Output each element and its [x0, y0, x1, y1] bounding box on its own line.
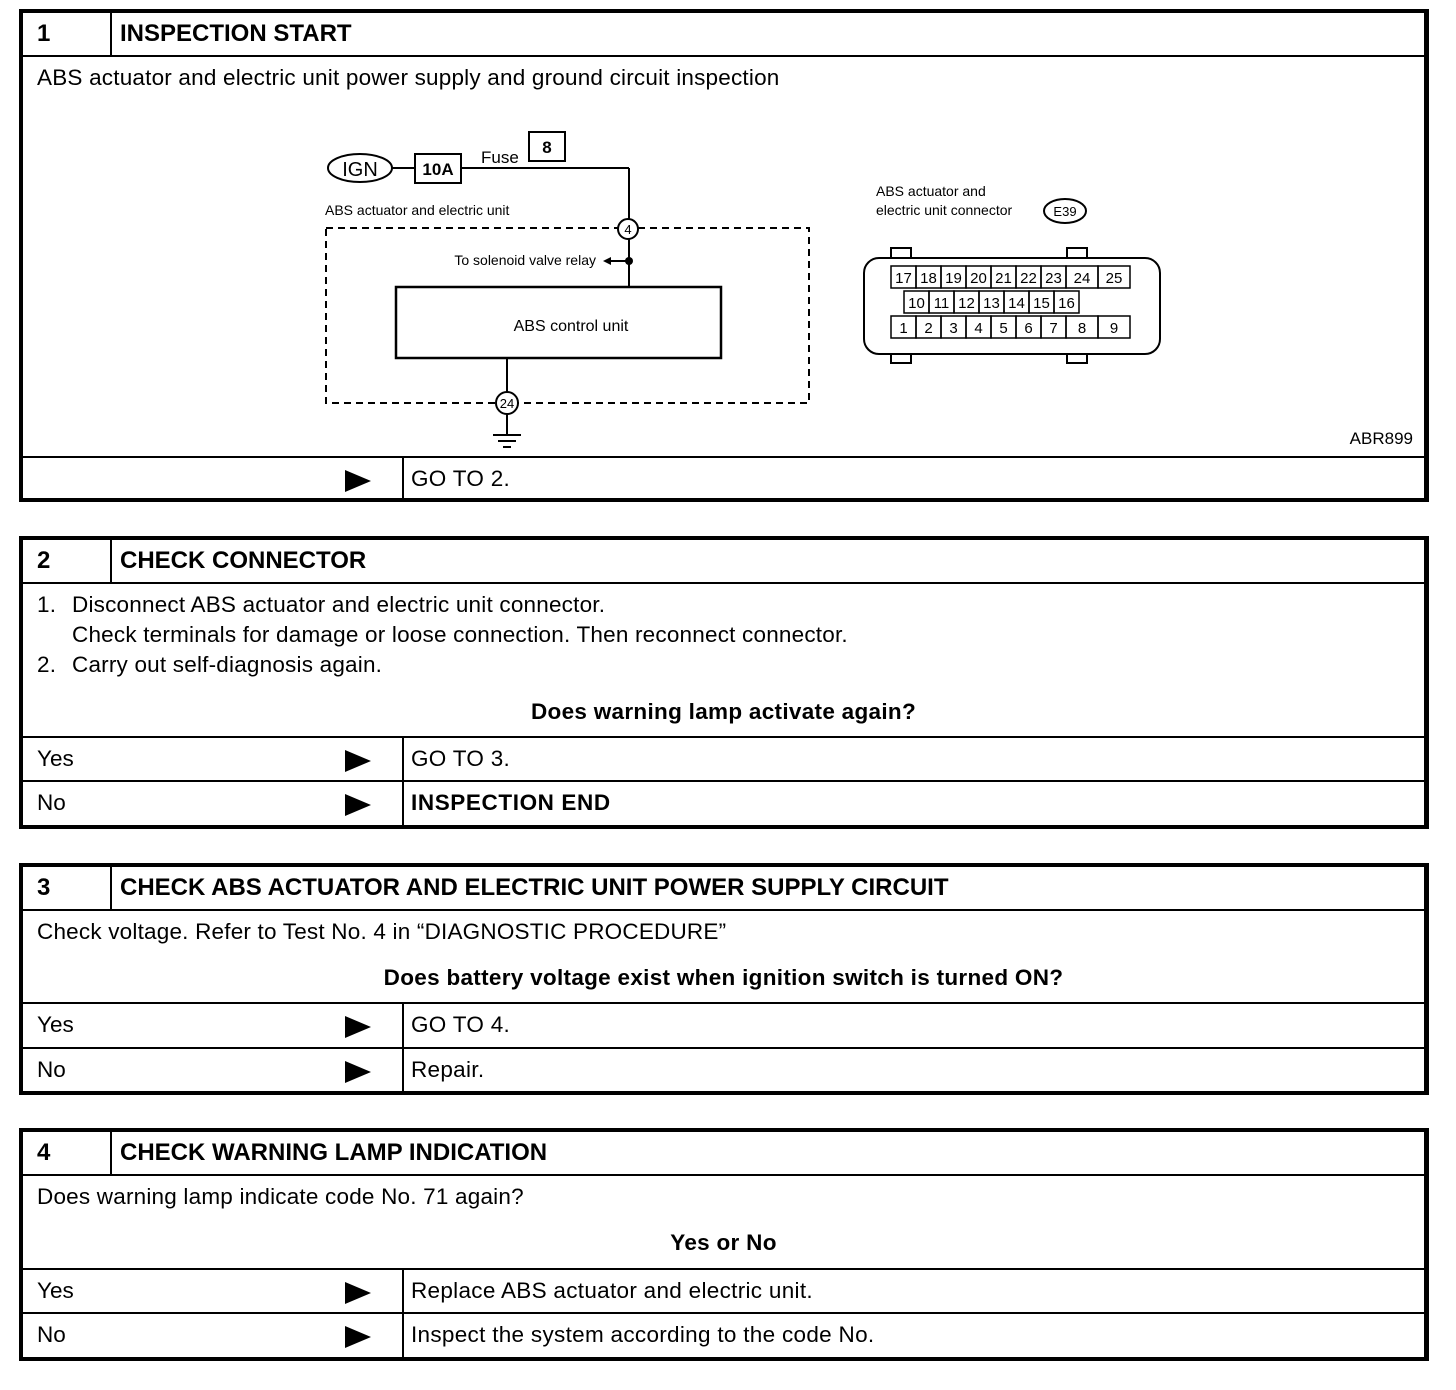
step-number: 3: [23, 867, 112, 909]
connector-id: E39: [1053, 204, 1077, 219]
connector-pin-label: 17: [895, 270, 912, 287]
arrow-right-icon: [345, 470, 371, 492]
connector-face: [864, 248, 1160, 363]
relay-label: To solenoid valve relay: [454, 252, 596, 268]
connector-pin-label: 10: [908, 295, 925, 312]
step-3-box: [19, 863, 1429, 1095]
yes-result[interactable]: GO TO 3.: [411, 746, 511, 771]
connector-pin-label: 5: [999, 320, 1008, 337]
step-2-box: [19, 536, 1429, 829]
arrow-right-icon: [345, 1326, 371, 1348]
figure-code: ABR899: [1349, 429, 1413, 448]
terminal-24-label: 24: [499, 396, 515, 411]
step-1-result-row[interactable]: [23, 456, 1424, 501]
step-number: 4: [23, 1132, 112, 1174]
connector-pin-label: 2: [924, 320, 933, 337]
instruction-item: 1. Disconnect ABS actuator and electric unit connector.: [37, 592, 606, 617]
connector-pin-label: 6: [1024, 320, 1033, 337]
connector-pin-label: 4: [974, 320, 983, 337]
connector-pin-label: 18: [920, 270, 937, 287]
fuse-label: Fuse: [481, 148, 519, 167]
step-4-header: [23, 1132, 1424, 1176]
unit-label: ABS actuator and electric unit: [325, 202, 510, 218]
arrow-right-icon: [345, 794, 371, 816]
no-label: No: [37, 1322, 66, 1347]
arrow-right-icon: [345, 1282, 371, 1304]
yes-label: Yes: [37, 746, 74, 771]
step-1-box: [19, 9, 1429, 502]
connector-pin-label: 23: [1045, 270, 1062, 287]
step-4-question: Yes or No: [670, 1230, 777, 1255]
yes-row[interactable]: [23, 1268, 1424, 1313]
connector-pin-label: 22: [1020, 270, 1037, 287]
step-title: INSPECTION START: [120, 20, 352, 47]
no-result[interactable]: Repair.: [411, 1057, 485, 1082]
instruction-item: Check terminals for damage or loose connection. Then reconnect connector.: [72, 622, 848, 647]
connector-pin-label: 7: [1049, 320, 1058, 337]
connector-pin-label: 9: [1109, 320, 1119, 337]
fuse-number: 8: [542, 138, 552, 157]
yes-result[interactable]: GO TO 4.: [411, 1012, 511, 1037]
step-title: CHECK CONNECTOR: [120, 547, 367, 574]
arrow-right-icon: [345, 1016, 371, 1038]
instruction-item: 2. Carry out self-diagnosis again.: [37, 652, 383, 677]
step-4-box: [19, 1128, 1429, 1361]
no-row[interactable]: [23, 1312, 1424, 1357]
connector-pin-label: 19: [945, 270, 962, 287]
no-result[interactable]: Inspect the system according to the code No.: [411, 1322, 875, 1347]
connector-pin-label: 24: [1073, 270, 1091, 287]
no-result[interactable]: INSPECTION END: [411, 790, 611, 815]
connector-pin-label: 15: [1033, 295, 1050, 312]
step-2-header: [23, 540, 1424, 584]
yes-row[interactable]: [23, 1002, 1424, 1047]
connector-pin-label: 3: [949, 320, 958, 337]
step-title: CHECK WARNING LAMP INDICATION: [120, 1139, 548, 1166]
fuse-rating: 10A: [422, 160, 454, 179]
connector-pin-label: 25: [1105, 270, 1123, 287]
arrow-right-icon: [345, 1061, 371, 1083]
connector-pin-label: 8: [1077, 320, 1087, 337]
yes-label: Yes: [37, 1012, 74, 1037]
connector-pin-label: 20: [970, 270, 987, 287]
connector-pin-label: 12: [958, 295, 975, 312]
connector-pin-label: 1: [899, 320, 908, 337]
step-number: 2: [23, 540, 112, 582]
no-row[interactable]: [23, 1047, 1424, 1092]
step-1-description: ABS actuator and electric unit power supply and ground circuit inspection: [37, 65, 780, 90]
step-3-description: Check voltage. Refer to Test No. 4 in “DIAGNOSTIC PROCEDURE”: [37, 919, 727, 944]
no-label: No: [37, 790, 66, 815]
step-3-question: Does battery voltage exist when ignition switch is turned ON?: [383, 965, 1064, 990]
step-number: 1: [23, 13, 112, 55]
arrow-right-icon: [345, 750, 371, 772]
ground-icon: [493, 435, 521, 447]
circuit-diagram: [23, 93, 1423, 455]
connector-pin-label: 21: [995, 270, 1012, 287]
step-4-description: Does warning lamp indicate code No. 71 again?: [37, 1184, 524, 1209]
step-2-question: Does warning lamp activate again?: [530, 699, 916, 724]
step-3-header: [23, 867, 1424, 911]
step-1-header: [23, 13, 1424, 57]
yes-label: Yes: [37, 1278, 74, 1303]
connector-pin-label: 11: [933, 295, 950, 312]
connector-label-line-1: ABS actuator and: [876, 183, 986, 199]
control-unit-label: ABS control unit: [513, 318, 629, 335]
terminal-4-label: 4: [624, 222, 632, 237]
step-2-instructions: [23, 590, 1424, 680]
step-title: CHECK ABS ACTUATOR AND ELECTRIC UNIT POWER SUPPLY CIRCUIT: [120, 874, 949, 901]
no-row[interactable]: [23, 780, 1424, 825]
connector-label-line-2: electric unit connector: [876, 202, 1013, 218]
yes-row[interactable]: [23, 736, 1424, 781]
connector-pin-label: 16: [1058, 295, 1075, 312]
ign-label: IGN: [342, 159, 378, 181]
step-1-result[interactable]: GO TO 2.: [411, 466, 511, 491]
yes-result[interactable]: Replace ABS actuator and electric unit.: [411, 1278, 813, 1303]
connector-pin-label: 13: [983, 295, 1000, 312]
connector-pin-label: 14: [1008, 295, 1025, 312]
no-label: No: [37, 1057, 66, 1082]
